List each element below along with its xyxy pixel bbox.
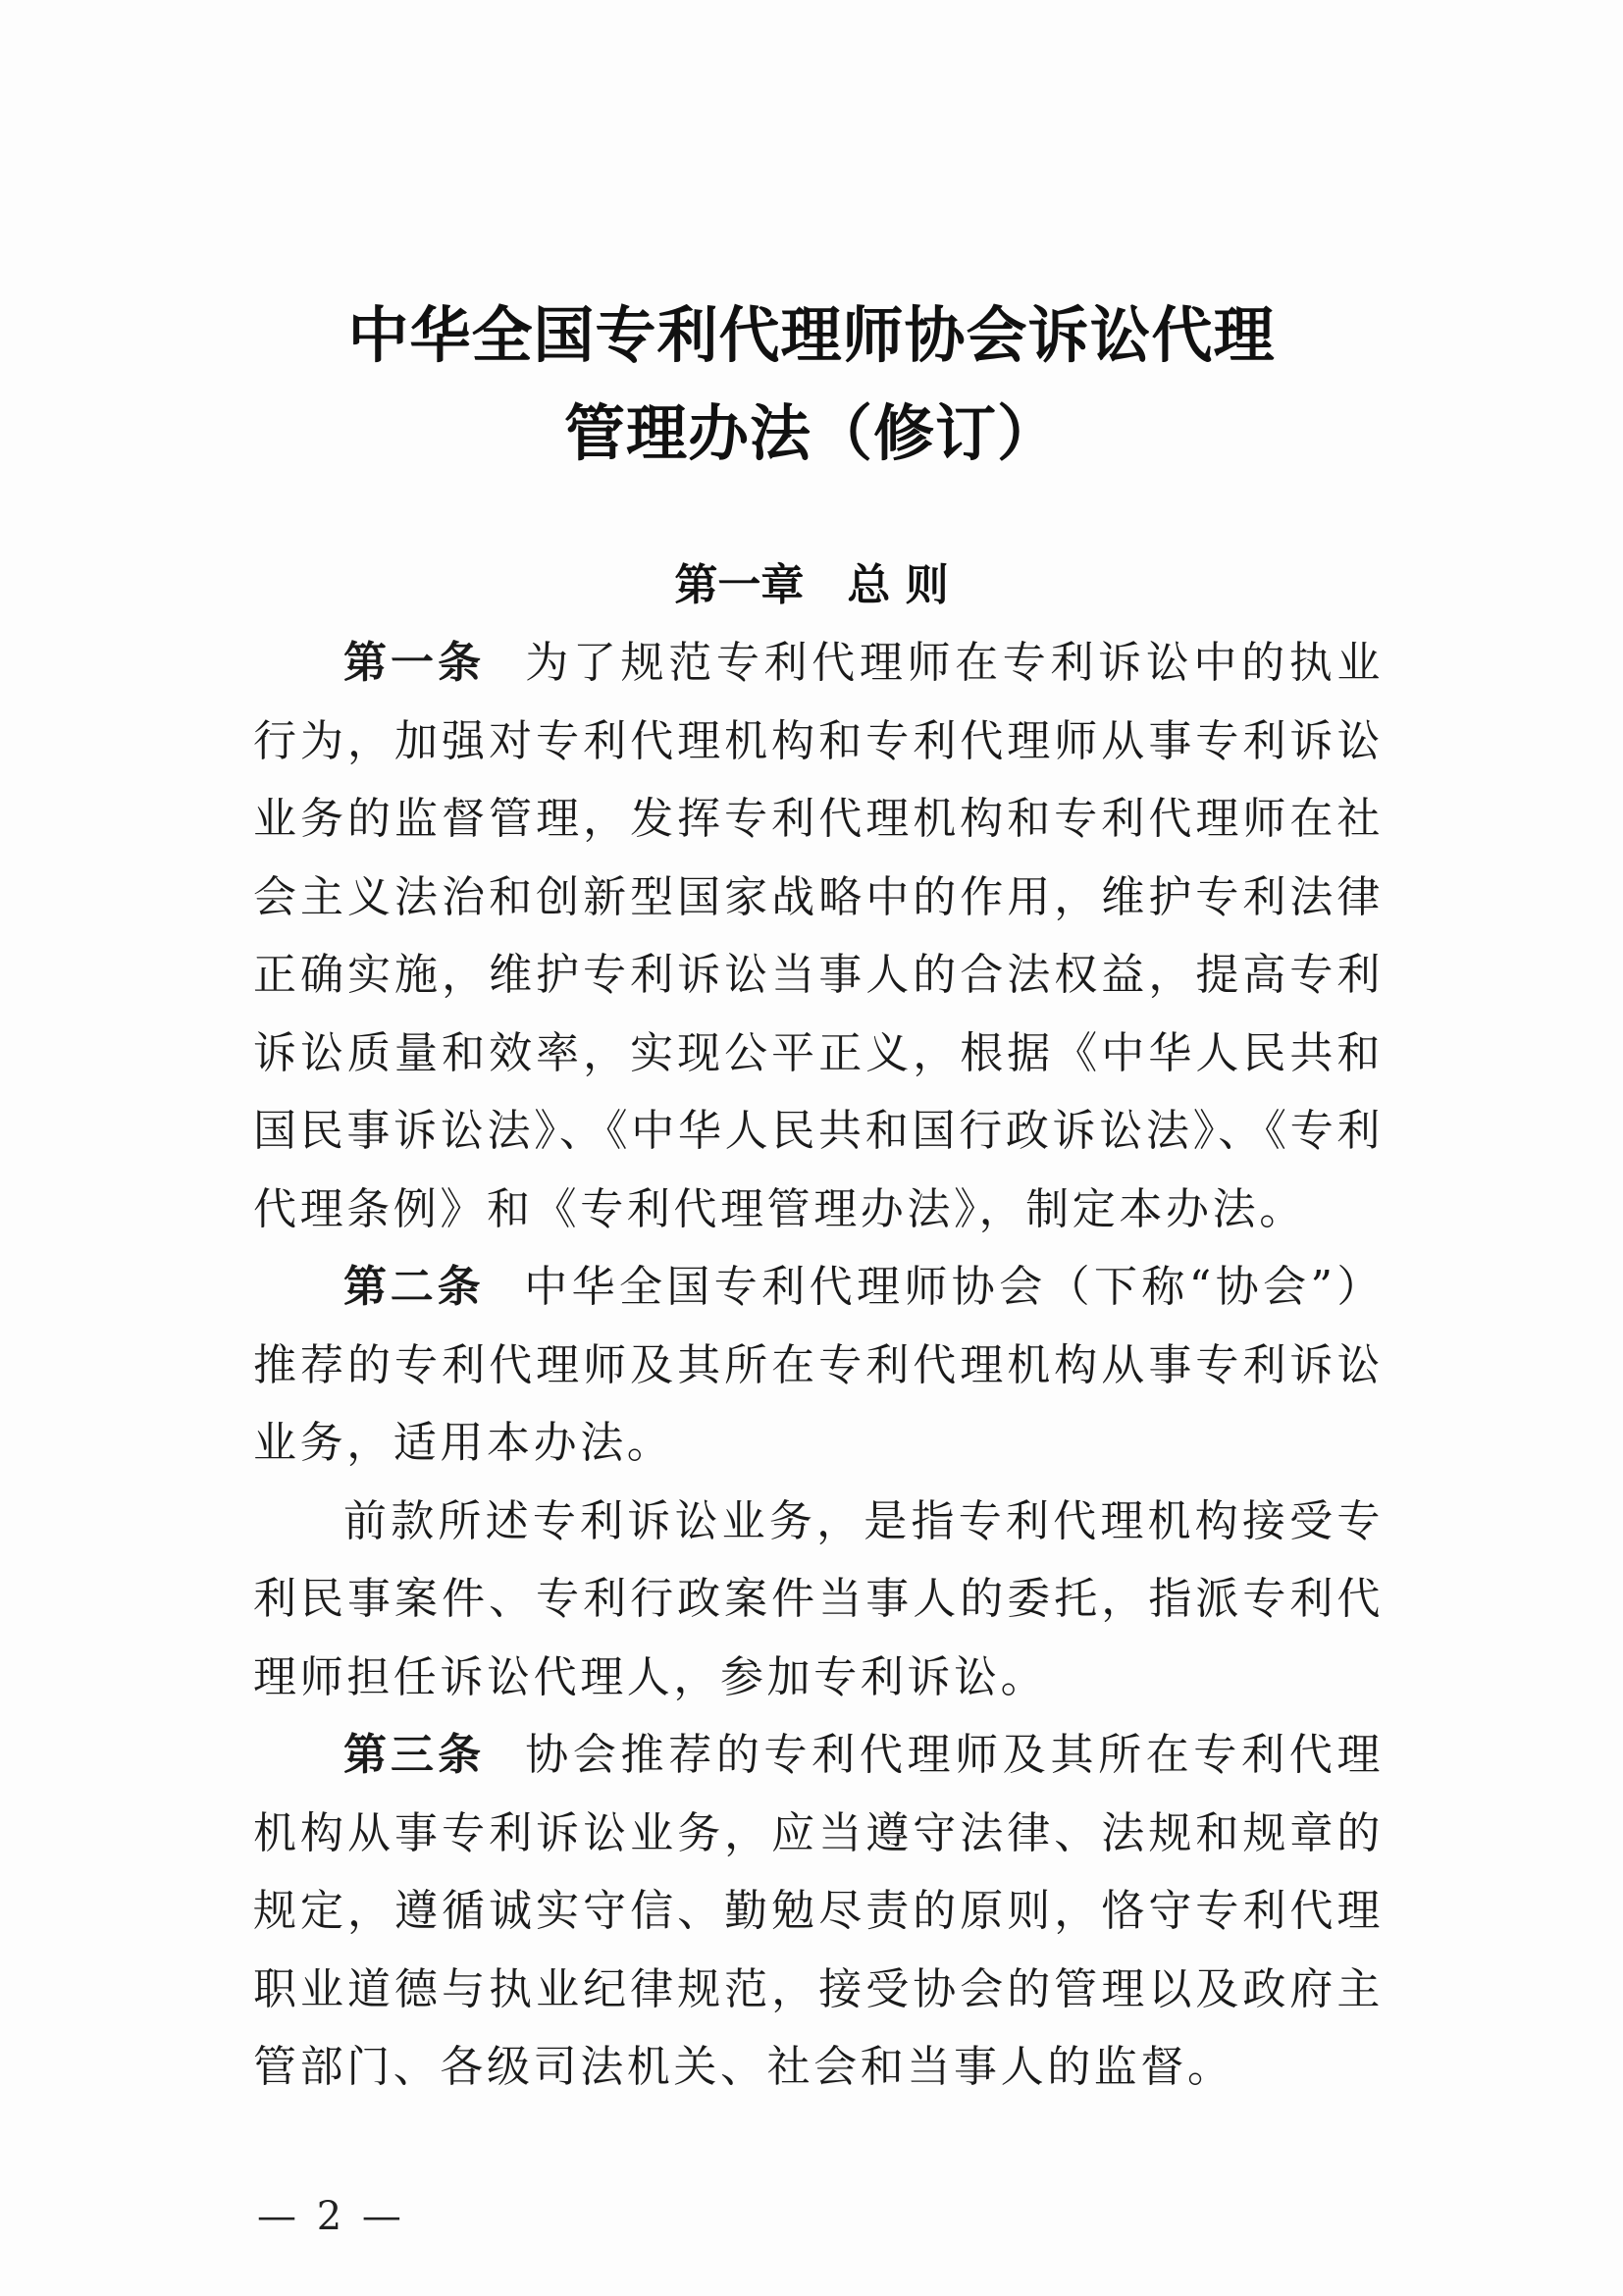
article-2	[253, 1248, 1384, 1483]
article-1-text: 为了规范专利代理师在专利诉讼中的执业行为，加强对专利代理机构和专利代理师从事专利诉讼业务的监督管理，发挥专利代理机构和专利代理师在社会主义法治和创新型国家战略中的作用，维护专利法律正确实施，维护专利诉讼当事人的合法权益，提高专利诉讼质量和效率，实现公平正义，根据《中华人民共和国民事诉讼法》、《中华人民共和国行政诉讼法》、《专利代理条例》和《专利代理管理办法》，制定本办法。	[253, 638, 1384, 1234]
article-1-label: 第一条	[343, 638, 486, 688]
chapter-name: 总 则	[847, 560, 949, 610]
article-2-label: 第二条	[343, 1262, 485, 1312]
article-1	[253, 624, 1384, 1248]
article-2-text: 中华全国专利代理师协会（下称“协会”）推荐的专利代理师及其所在专利代理机构从事专利诉讼业务，适用本办法。	[253, 1262, 1385, 1468]
chapter-heading	[0, 549, 1623, 612]
article-3-label: 第三条	[343, 1730, 486, 1780]
article-3-text: 协会推荐的专利代理师及其所在专利代理机构从事专利诉讼业务，应当遵守法律、法规和规章的规定，遵循诚实守信、勤勉尽责的原则，恪守专利代理职业道德与执业纪律规范，接受协会的管理以及政府主管部门、各级司法机关、社会和当事人的监督。	[253, 1730, 1384, 2092]
chapter-number: 第一章	[674, 560, 805, 610]
article-2-paragraph-2: 前款所述专利诉讼业务，是指专利代理机构接受专利民事案件、专利行政案件当事人的委托，指派专利代理师担任诉讼代理人，参加专利诉讼。	[253, 1495, 1384, 1702]
document-title-line2: 管理办法（修订）	[563, 397, 1059, 469]
document-title-line1: 中华全国专利代理师协会诉讼代理	[347, 299, 1276, 371]
article-3	[253, 1716, 1384, 2107]
page-number: — 2 —	[257, 2194, 405, 2239]
document-body	[253, 624, 1384, 2107]
